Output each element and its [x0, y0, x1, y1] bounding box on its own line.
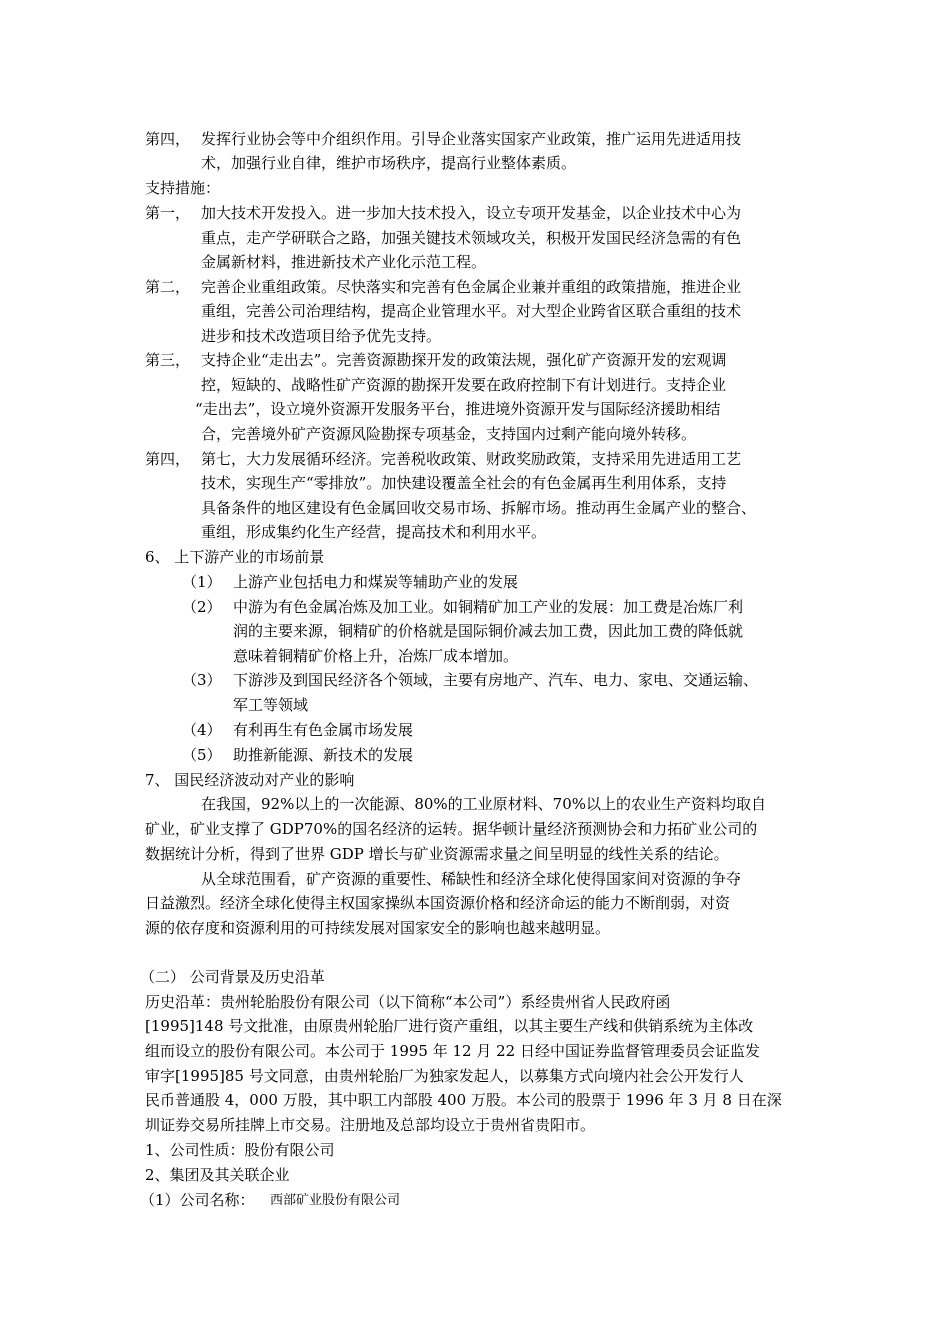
text-line: 技术，实现生产“零排放”。加快建设覆盖全社会的有色金属再生利用体系，支持 [201, 474, 727, 492]
text-line: 矿业，矿业支撑了 GDP70%的国名经济的运转。据华顿计量经济预测协会和力拓矿业公司的 [145, 820, 758, 838]
text-line: 重组，完善公司治理结构，提高企业管理水平。对大型企业跨省区联合重组的技术 [201, 302, 742, 320]
section-heading: 7、 国民经济波动对产业的影响 [145, 771, 355, 789]
text-line: 在我国，92%以上的一次能源、80%的工业原材料、70%以上的农业生产资料均取自 [201, 795, 767, 813]
text-line: 日益激烈。经济全球化使得主权国家操纵本国资源价格和经济命运的能力不断削弱，对资 [145, 894, 731, 912]
text-line: 中游为有色金属冶炼及加工业。如铜精矿加工产业的发展：加工费是冶炼厂利 [233, 598, 744, 616]
item-label: 第三， [145, 351, 191, 369]
list-number: （5） [182, 746, 222, 764]
text-line: 有利再生有色金属市场发展 [233, 721, 414, 739]
text-line: 下游涉及到国民经济各个领域，主要有房地产、汽车、电力、家电、交通运输、 [233, 671, 759, 689]
item-label: 第一， [145, 204, 191, 222]
company-name-label: （1）公司名称： [140, 1191, 255, 1209]
text-line: 发挥行业协会等中介组织作用。引导企业落实国家产业政策，推广运用先进适用技 [201, 130, 742, 148]
text-line: 历史沿革：贵州轮胎股份有限公司（以下简称“本公司”）系经贵州省人民政府函 [145, 993, 671, 1011]
section-heading: （二） 公司背景及历史沿革 [140, 968, 325, 986]
text-line: 从全球范围看，矿产资源的重要性、稀缺性和经济全球化使得国家间对资源的争夺 [201, 870, 742, 888]
text-line: 润的主要来源，铜精矿的价格就是国际铜价减去加工费，因此加工费的降低就 [233, 622, 744, 640]
company-name-value: 西部矿业股份有限公司 [270, 1193, 401, 1208]
text-line: 组而设立的股份有限公司。本公司于 1995 年 12 月 22 日经中国证券监督管理委员会证监发 [145, 1042, 760, 1060]
text-line: 民币普通股 4，000 万股，其中职工内部股 400 万股。本公司的股票于 1996 年 3 月 8 日在深 [145, 1091, 782, 1109]
item-label: 第四， [145, 130, 191, 148]
text-line: 审字[1995]85 号文同意，由贵州轮胎厂为独家发起人，以募集方式向境内社会公开发行人 [145, 1067, 744, 1085]
item-label: 第二， [145, 278, 191, 296]
list-number: （1） [182, 573, 222, 591]
text-line: 数据统计分析，得到了世界 GDP 增长与矿业资源需求量之间呈明显的线性关系的结论。 [145, 845, 729, 863]
group-heading: 2、集团及其关联企业 [145, 1166, 290, 1184]
company-nature: 1、公司性质：股份有限公司 [145, 1141, 335, 1159]
text-line: 助推新能源、新技术的发展 [233, 746, 414, 764]
text-line: 支持企业“走出去”。完善资源勘探开发的政策法规，强化矿产资源开发的宏观调 [201, 351, 727, 369]
text-line: [1995]148 号文批准，由原贵州轮胎厂进行资产重组，以其主要生产线和供销系统为主体改 [145, 1017, 754, 1035]
section-heading: 6、 上下游产业的市场前景 [145, 548, 325, 566]
text-line: 术，加强行业自律，维护市场秩序，提高行业整体素质。 [201, 154, 577, 172]
text-line: “走出去”，设立境外资源开发服务平台，推进境外资源开发与国际经济援助相结 [195, 400, 721, 418]
text-line: 第七，大力发展循环经济。完善税收政策、财政奖励政策，支持采用先进适用工艺 [201, 450, 742, 468]
text-line: 进步和技术改造项目给予优先支持。 [201, 327, 442, 345]
text-line: 具备条件的地区建设有色金属回收交易市场、拆解市场。推动再生金属产业的整合、 [201, 499, 757, 517]
text-line: 圳证券交易所挂牌上市交易。注册地及总部均设立于贵州省贵阳市。 [145, 1116, 596, 1134]
list-number: （2） [182, 598, 222, 616]
text-line: 上游产业包括电力和煤炭等辅助产业的发展 [233, 573, 519, 591]
text-line: 军工等领域 [233, 696, 309, 714]
text-line: 重组，形成集约化生产经营，提高技术和利用水平。 [201, 523, 547, 541]
text-line: 合，完善境外矿产资源风险勘探专项基金，支持国内过剩产能向境外转移。 [201, 425, 697, 443]
text-line: 重点，走产学研联合之路，加强关键技术领域攻关，积极开发国民经济急需的有色 [201, 229, 742, 247]
list-number: （3） [182, 671, 222, 689]
text-line: 加大技术开发投入。进一步加大技术投入，设立专项开发基金，以企业技术中心为 [201, 204, 742, 222]
list-number: （4） [182, 721, 222, 739]
support-heading: 支持措施： [145, 179, 221, 197]
text-line: 金属新材料，推进新技术产业化示范工程。 [201, 253, 487, 271]
text-line: 完善企业重组政策。尽快落实和完善有色金属企业兼并重组的政策措施，推进企业 [201, 278, 742, 296]
text-line: 意味着铜精矿价格上升，冶炼厂成本增加。 [233, 647, 519, 665]
text-line: 控，短缺的、战略性矿产资源的勘探开发要在政府控制下有计划进行。支持企业 [201, 376, 727, 394]
text-line: 源的依存度和资源利用的可持续发展对国家安全的影响也越来越明显。 [145, 919, 611, 937]
item-label: 第四， [145, 450, 191, 468]
